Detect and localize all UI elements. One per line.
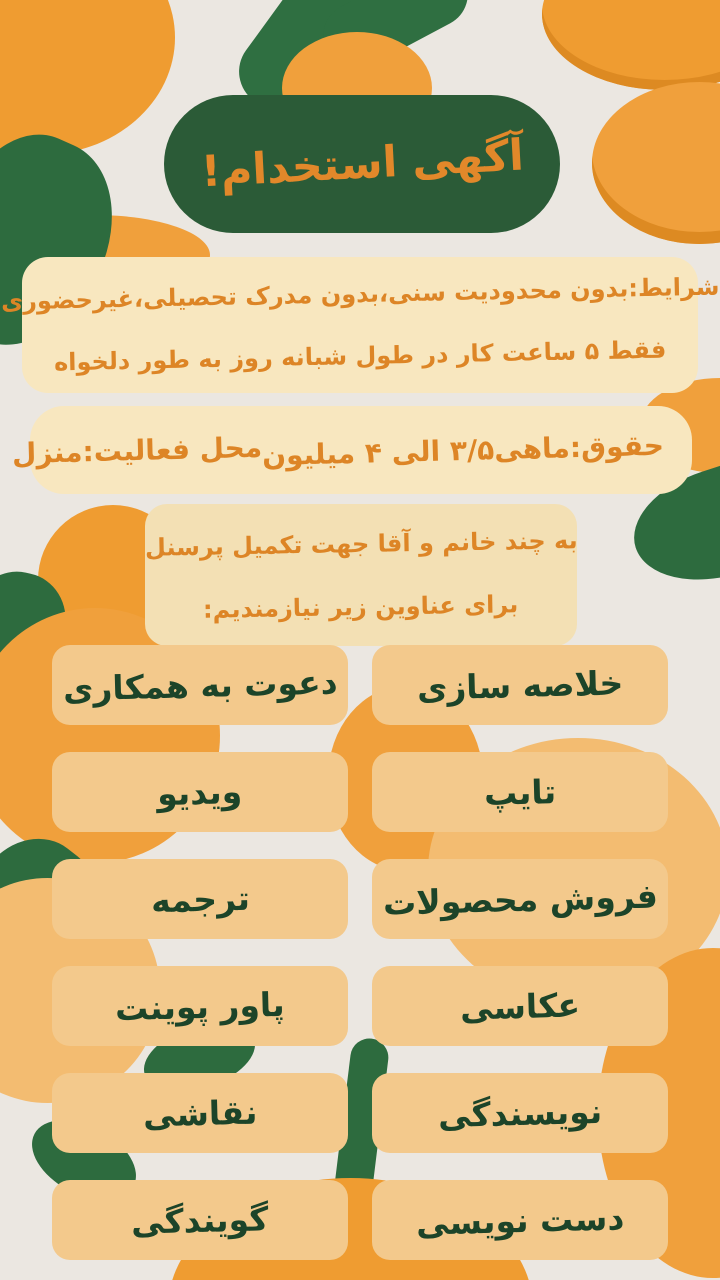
job-button-label: دعوت به همکاری — [62, 661, 338, 709]
job-button-summarization[interactable] — [372, 645, 668, 725]
job-button-translation[interactable] — [52, 859, 348, 939]
poster-title: آگهی استخدام! — [199, 130, 525, 198]
job-button-label: ویدیو — [156, 771, 244, 813]
work-location-text: محل فعالیت:منزل — [11, 430, 263, 470]
job-button-handwriting[interactable] — [372, 1180, 668, 1260]
job-button-label: خلاصه سازی — [416, 662, 624, 708]
job-button-typing[interactable] — [372, 752, 668, 832]
job-button-label: تایپ — [483, 771, 557, 813]
conditions-line-2: فقط ۵ ساعت کار در طول شبانه روز به طور دلخواه — [53, 335, 667, 377]
jobs-grid — [52, 645, 668, 1260]
job-button-photography[interactable] — [372, 966, 668, 1046]
job-button-writing[interactable] — [372, 1073, 668, 1153]
intro-panel — [145, 504, 577, 646]
salary-panel — [11, 406, 692, 494]
orange-fruit-blob — [592, 82, 720, 244]
header-banner — [164, 95, 560, 233]
orange-fruit-blob — [542, 0, 720, 90]
job-button-video[interactable] — [52, 752, 348, 832]
job-button-powerpoint[interactable] — [52, 966, 348, 1046]
job-button-label: ترجمه — [150, 878, 250, 920]
orange-fruit-blob — [0, 0, 175, 155]
job-button-label: فروش محصولات — [382, 875, 658, 923]
job-button-label: گویندگی — [130, 1198, 270, 1242]
job-button-label: دست نویسی — [415, 1197, 625, 1243]
intro-line-1: به چند خانم و آقا جهت تکمیل پرسنل — [144, 525, 578, 562]
job-button-label: عکاسی — [459, 984, 581, 1028]
job-button-label: نویسندگی — [437, 1091, 603, 1135]
job-button-painting[interactable] — [52, 1073, 348, 1153]
job-button-product-sales[interactable] — [372, 859, 668, 939]
conditions-line-1: شرایط:بدون محدودیت سنی،بدون مدرک تحصیلی،غیرحضوری — [0, 272, 720, 316]
job-button-collaboration-invite[interactable] — [52, 645, 348, 725]
job-button-voice-over[interactable] — [52, 1180, 348, 1260]
intro-line-2: برای عناوین زیر نیازمندیم: — [203, 589, 519, 624]
conditions-panel — [0, 257, 720, 393]
job-button-label: نقاشی — [142, 1092, 258, 1134]
salary-text: حقوق:ماهی۳/۵ الی ۴ میلیون — [261, 428, 665, 472]
job-button-label: پاور پوینت — [114, 984, 286, 1028]
